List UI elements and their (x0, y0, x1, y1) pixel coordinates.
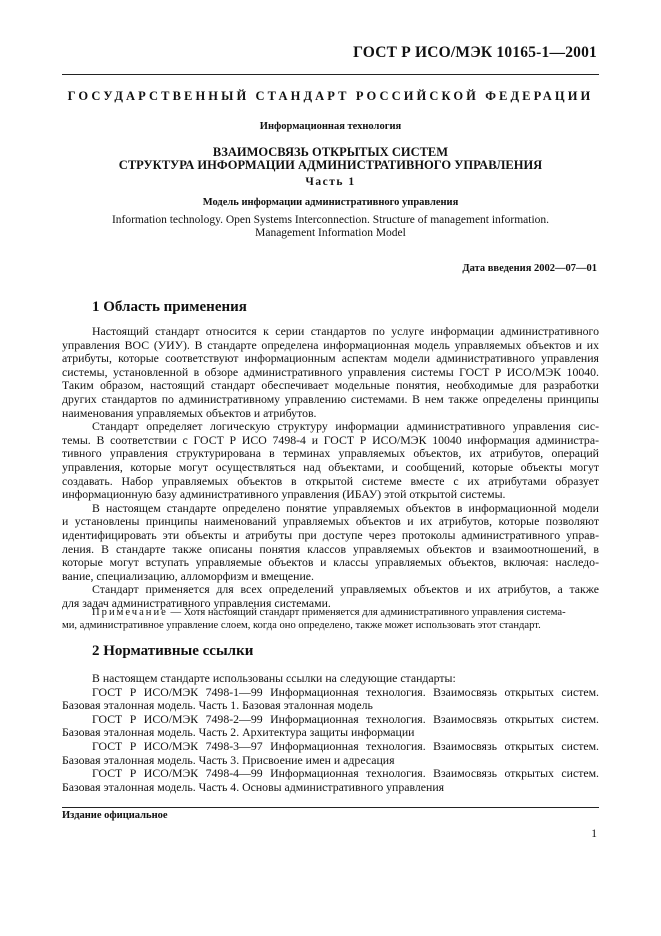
paragraph-line: атрибуты, которые соответствуют информационным аспектам модели административного управления (62, 351, 599, 366)
note-label: Примечание (92, 607, 168, 618)
paragraph-line: которые могут вступать управляемые объектов и классы управляемых объектов, включая: наследо- (62, 555, 599, 570)
paragraph-line: ления. В стандарте также описаны понятия классов управляемых объектов и взаимоотношений, в (62, 541, 599, 556)
note-text-line-2: ми, административное управление слоем, когда оно определено, также может использовать этот стандарт. (62, 620, 541, 632)
section-2-body (62, 672, 599, 794)
paragraph-line: вание, специализацию, алломорфизм и вмещение. (62, 568, 314, 583)
reference-line: Базовая эталонная модель. Часть 1. Базовая эталонная модель (62, 698, 373, 713)
introduction-date: Дата введения 2002—07—01 (462, 263, 597, 274)
paragraph-line: Стандарт применяется для всех определений управляемых объектов и их атрибутов, а также (92, 582, 599, 597)
title-line-2: СТРУКТУРА ИНФОРМАЦИИ АДМИНИСТРАТИВНОГО УПРАВЛЕНИЯ (118, 158, 543, 172)
header-rule (62, 74, 599, 75)
state-standard-heading: ГОСУДАРСТВЕННЫЙ СТАНДАРТ РОССИЙСКОЙ ФЕДЕРАЦИИ (67, 89, 594, 103)
paragraph-line: В настоящем стандарте определено понятие управляемых объектов в информационной модели (92, 500, 599, 515)
part-label: Часть 1 (305, 176, 356, 188)
page-number: 1 (591, 828, 597, 840)
paragraph-line: и установлены принципы наименований управляемых объектов и их атрибутов, которые позволяют (62, 514, 599, 529)
section-1-body (62, 325, 599, 610)
document-number: ГОСТ Р ИСО/МЭК 10165-1—2001 (353, 44, 597, 61)
paragraph-line: В настоящем стандарте использованы ссылки на следующие стандарты: (92, 671, 456, 685)
note (62, 606, 599, 633)
reference-line: ГОСТ Р ИСО/МЭК 7498-3—97 Информационная технология. Взаимосвязь открытых систем. (92, 738, 599, 753)
paragraph-line: других стандартов по административному управлению системами. В нем также определены принципы (62, 391, 599, 406)
paragraph-line: Стандарт определяет логическую структуру информации административного управления сис- (92, 419, 599, 434)
paragraph-line: Настоящий стандарт относится к серии стандартов по услуге информации административного (92, 324, 599, 338)
paragraph-line: для задач административного управления системами. (62, 595, 331, 610)
paragraph-line: информационную базу административного управления (ИБАУ) этой открытой системы. (62, 487, 506, 502)
paragraph-line: темы. В соответствии с ГОСТ Р ИСО 7498-4 и ГОСТ Р ИСО/МЭК 10040 информация администра- (62, 432, 599, 447)
reference-line: Базовая эталонная модель. Часть 4. Основы административного управления (62, 779, 445, 794)
paragraph-line: создавать. Набор управляемых объектов в открытой системе вместе с их атрибутами образует (62, 473, 599, 488)
paragraph-line: системы, установленной в обзоре административного управления системы ГОСТ Р ИСО/МЭК 10040. (62, 364, 599, 379)
edition-label: Издание официальное (62, 810, 168, 821)
paragraph-line: наименования управляемых объектов и атрибутов. (62, 405, 317, 420)
reference-line: Базовая эталонная модель. Часть 2. Архитектура защиты информации (62, 725, 415, 740)
reference-line: ГОСТ Р ИСО/МЭК 7498-4—99 Информационная технология. Взаимосвязь открытых систем. (92, 766, 599, 781)
reference-line: ГОСТ Р ИСО/МЭК 7498-1—99 Информационная технология. Взаимосвязь открытых систем. (92, 684, 599, 699)
paragraph-line: управления, которые могут осуществляться над объектами, и сообщений, которые объекты могут (62, 459, 599, 474)
paragraph-line: тивного управления структурирована в терминах управляемых объектов, их атрибутов, операций (62, 446, 599, 461)
title-line-1: ВЗАИМОСВЯЗЬ ОТКРЫТЫХ СИСТЕМ (212, 145, 449, 159)
subject-heading: Информационная технология (259, 121, 402, 132)
footer-rule (62, 807, 599, 808)
paragraph-line: управления ВОС (УИУ). В стандарте определена информационная модель управляемых объектов и их (62, 337, 599, 352)
paragraph-line: Таким образом, настоящий стандарт обеспечивает модельные понятия, необходимые для разработки (62, 378, 599, 393)
english-title-line-2: Management Information Model (255, 227, 406, 239)
section-2-heading: 2 Нормативные ссылки (92, 643, 254, 659)
reference-line: ГОСТ Р ИСО/МЭК 7498-2—99 Информационная технология. Взаимосвязь открытых систем. (92, 711, 599, 726)
section-1-heading: 1 Область применения (92, 299, 247, 315)
paragraph-line: идентифицировать эти объекты и атрибуты при доступе через протоколы административного управ- (62, 527, 599, 542)
english-title-line-1: Information technology. Open Systems Interconnection. Structure of management information. (111, 214, 550, 226)
note-text-line-1: — Хотя настоящий стандарт применяется для административного управления система- (167, 607, 566, 618)
reference-line: Базовая эталонная модель. Часть 3. Присвоение имен и адресация (62, 752, 395, 767)
part-title: Модель информации административного управления (202, 197, 459, 208)
